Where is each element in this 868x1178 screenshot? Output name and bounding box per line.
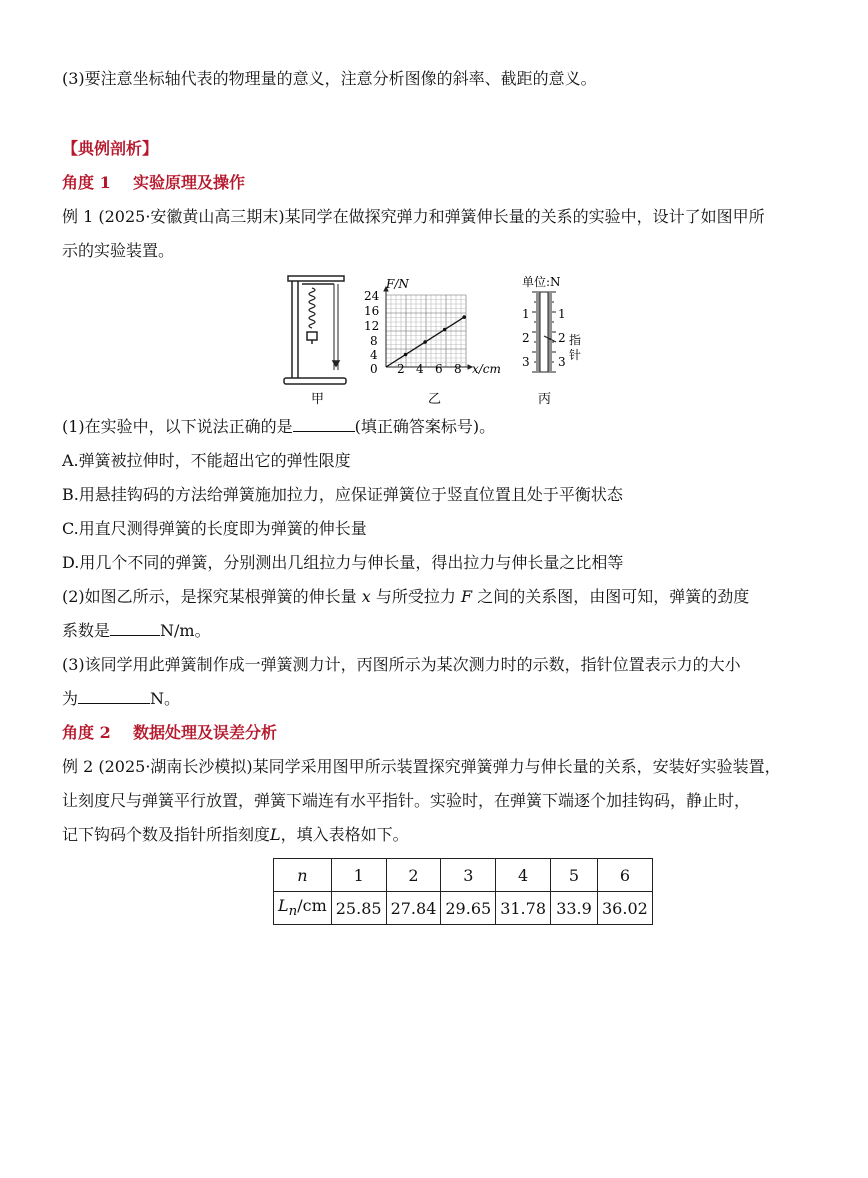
table-row-l (274, 892, 653, 925)
example1-figures (62, 270, 807, 410)
caption-yi: 乙 (428, 392, 442, 407)
graph-ytick-0: 0 (370, 362, 378, 376)
table-cell: 2 (386, 859, 441, 892)
pointer-label-1: 指 (569, 333, 582, 347)
graph-ytick-12: 12 (364, 319, 380, 333)
graph-xtick-8: 8 (454, 362, 462, 376)
example2-line1: 例 2 (2025·湖南长沙模拟)某同学采用图甲所示装置探究弹簧弹力与伸长量的关系，安装好实验装置， (62, 757, 781, 776)
data-point (443, 328, 447, 332)
angle2-title: 数据处理及误差分析 (133, 723, 278, 742)
q3-answer-blank[interactable] (78, 685, 150, 704)
graph-xtick-2: 2 (397, 362, 405, 376)
example1-line2: 示的实验装置。 (62, 241, 175, 260)
document-page (62, 62, 807, 925)
scale-right-1: 1 (558, 307, 566, 321)
table-cell: 4 (496, 859, 551, 892)
angle2-heading (62, 716, 807, 750)
data-point (404, 353, 408, 357)
data-point (423, 340, 427, 344)
graph-ylabel: F/N (386, 277, 409, 291)
figure-yi-graph (364, 277, 501, 376)
option-c: C.用直尺测得弹簧的长度即为弹簧的伸长量 (62, 519, 367, 538)
table-cell: 5 (551, 859, 598, 892)
scale-left-1: 1 (522, 307, 530, 321)
table-cell: 33.9 (551, 892, 598, 925)
table-head-n: n (274, 859, 332, 892)
figure-jia-apparatus (284, 276, 346, 384)
graph-xtick-6: 6 (435, 362, 443, 376)
q3-line2: 为 N。 (62, 682, 807, 716)
scale-left-3: 3 (522, 355, 530, 369)
data-table (273, 858, 653, 925)
example2-line2: 让刻度尺与弹簧平行放置，弹簧下端连有水平指针。实验时，在弹簧下端逐个加挂钩码，静止时， (62, 791, 751, 810)
table-cell: 25.85 (331, 892, 386, 925)
option-b: B.用悬挂钩码的方法给弹簧施加拉力，应保证弹簧位于竖直位置且处于平衡状态 (62, 485, 623, 504)
angle1-title: 实验原理及操作 (133, 173, 246, 192)
q2-answer-blank[interactable] (110, 617, 160, 636)
graph-xlabel: x/cm (472, 362, 501, 376)
graph-ytick-8: 8 (370, 334, 378, 348)
angle1-label: 角度 1 (62, 173, 111, 192)
table-row-n (274, 859, 653, 892)
q2-line2: 系数是 N/m。 (62, 614, 807, 648)
table-cell: 27.84 (386, 892, 441, 925)
example1-line1: 例 1 (2025·安徽黄山高三期末)某同学在做探究弹力和弹簧伸长量的关系的实验中，设计了如图甲所 (62, 207, 765, 226)
graph-ytick-4: 4 (370, 348, 378, 362)
figure-bing-scale (522, 275, 581, 372)
table-cell: 29.65 (441, 892, 496, 925)
table-cell: 31.78 (496, 892, 551, 925)
scale-right-3: 3 (558, 355, 566, 369)
intro-line: (3)要注意坐标轴代表的物理量的意义，注意分析图像的斜率、截距的意义。 (62, 69, 597, 88)
scale-unit: 单位:N (522, 275, 561, 289)
q3-line1: (3)该同学用此弹簧制作成一弹簧测力计，丙图所示为某次测力时的示数，指针位置表示力的大小 (62, 655, 741, 674)
q1-answer-blank[interactable] (293, 413, 355, 432)
scale-left-2: 2 (522, 331, 530, 345)
scale-pointer (544, 336, 556, 342)
data-point (462, 315, 466, 319)
q1-line: (1)在实验中，以下说法正确的是 (填正确答案标号)。 (62, 410, 807, 444)
q2-line1: (2)如图乙所示，是探究某根弹簧的伸长量 x 与所受拉力 F 之间的关系图，由图可知，弹簧的劲度 (62, 587, 750, 606)
table-cell: 1 (331, 859, 386, 892)
table-cell: 3 (441, 859, 496, 892)
option-d: D.用几个不同的弹簧，分别测出几组拉力与伸长量，得出拉力与伸长量之比相等 (62, 553, 624, 572)
scale-right-2: 2 (558, 331, 566, 345)
table-cell: 6 (598, 859, 653, 892)
table-cell: 36.02 (598, 892, 653, 925)
graph-ytick-16: 16 (364, 304, 380, 318)
graph-ytick-24: 24 (364, 289, 380, 303)
example2-line3: 记下钩码个数及指针所指刻度L，填入表格如下。 (62, 825, 409, 844)
caption-bing: 丙 (538, 392, 552, 407)
graph-grid (386, 295, 466, 367)
option-a: A.弹簧被拉伸时，不能超出它的弹性限度 (62, 451, 351, 470)
table-head-l: $L_n/cm$ (274, 892, 332, 925)
graph-xtick-4: 4 (416, 362, 424, 376)
figure-svg (282, 270, 642, 410)
section-heading: 【典例剖析】 (62, 139, 159, 158)
caption-jia: 甲 (311, 392, 325, 407)
pointer-label-2: 针 (569, 348, 582, 362)
angle2-label: 角度 2 (62, 723, 111, 742)
angle1-heading (62, 166, 807, 200)
